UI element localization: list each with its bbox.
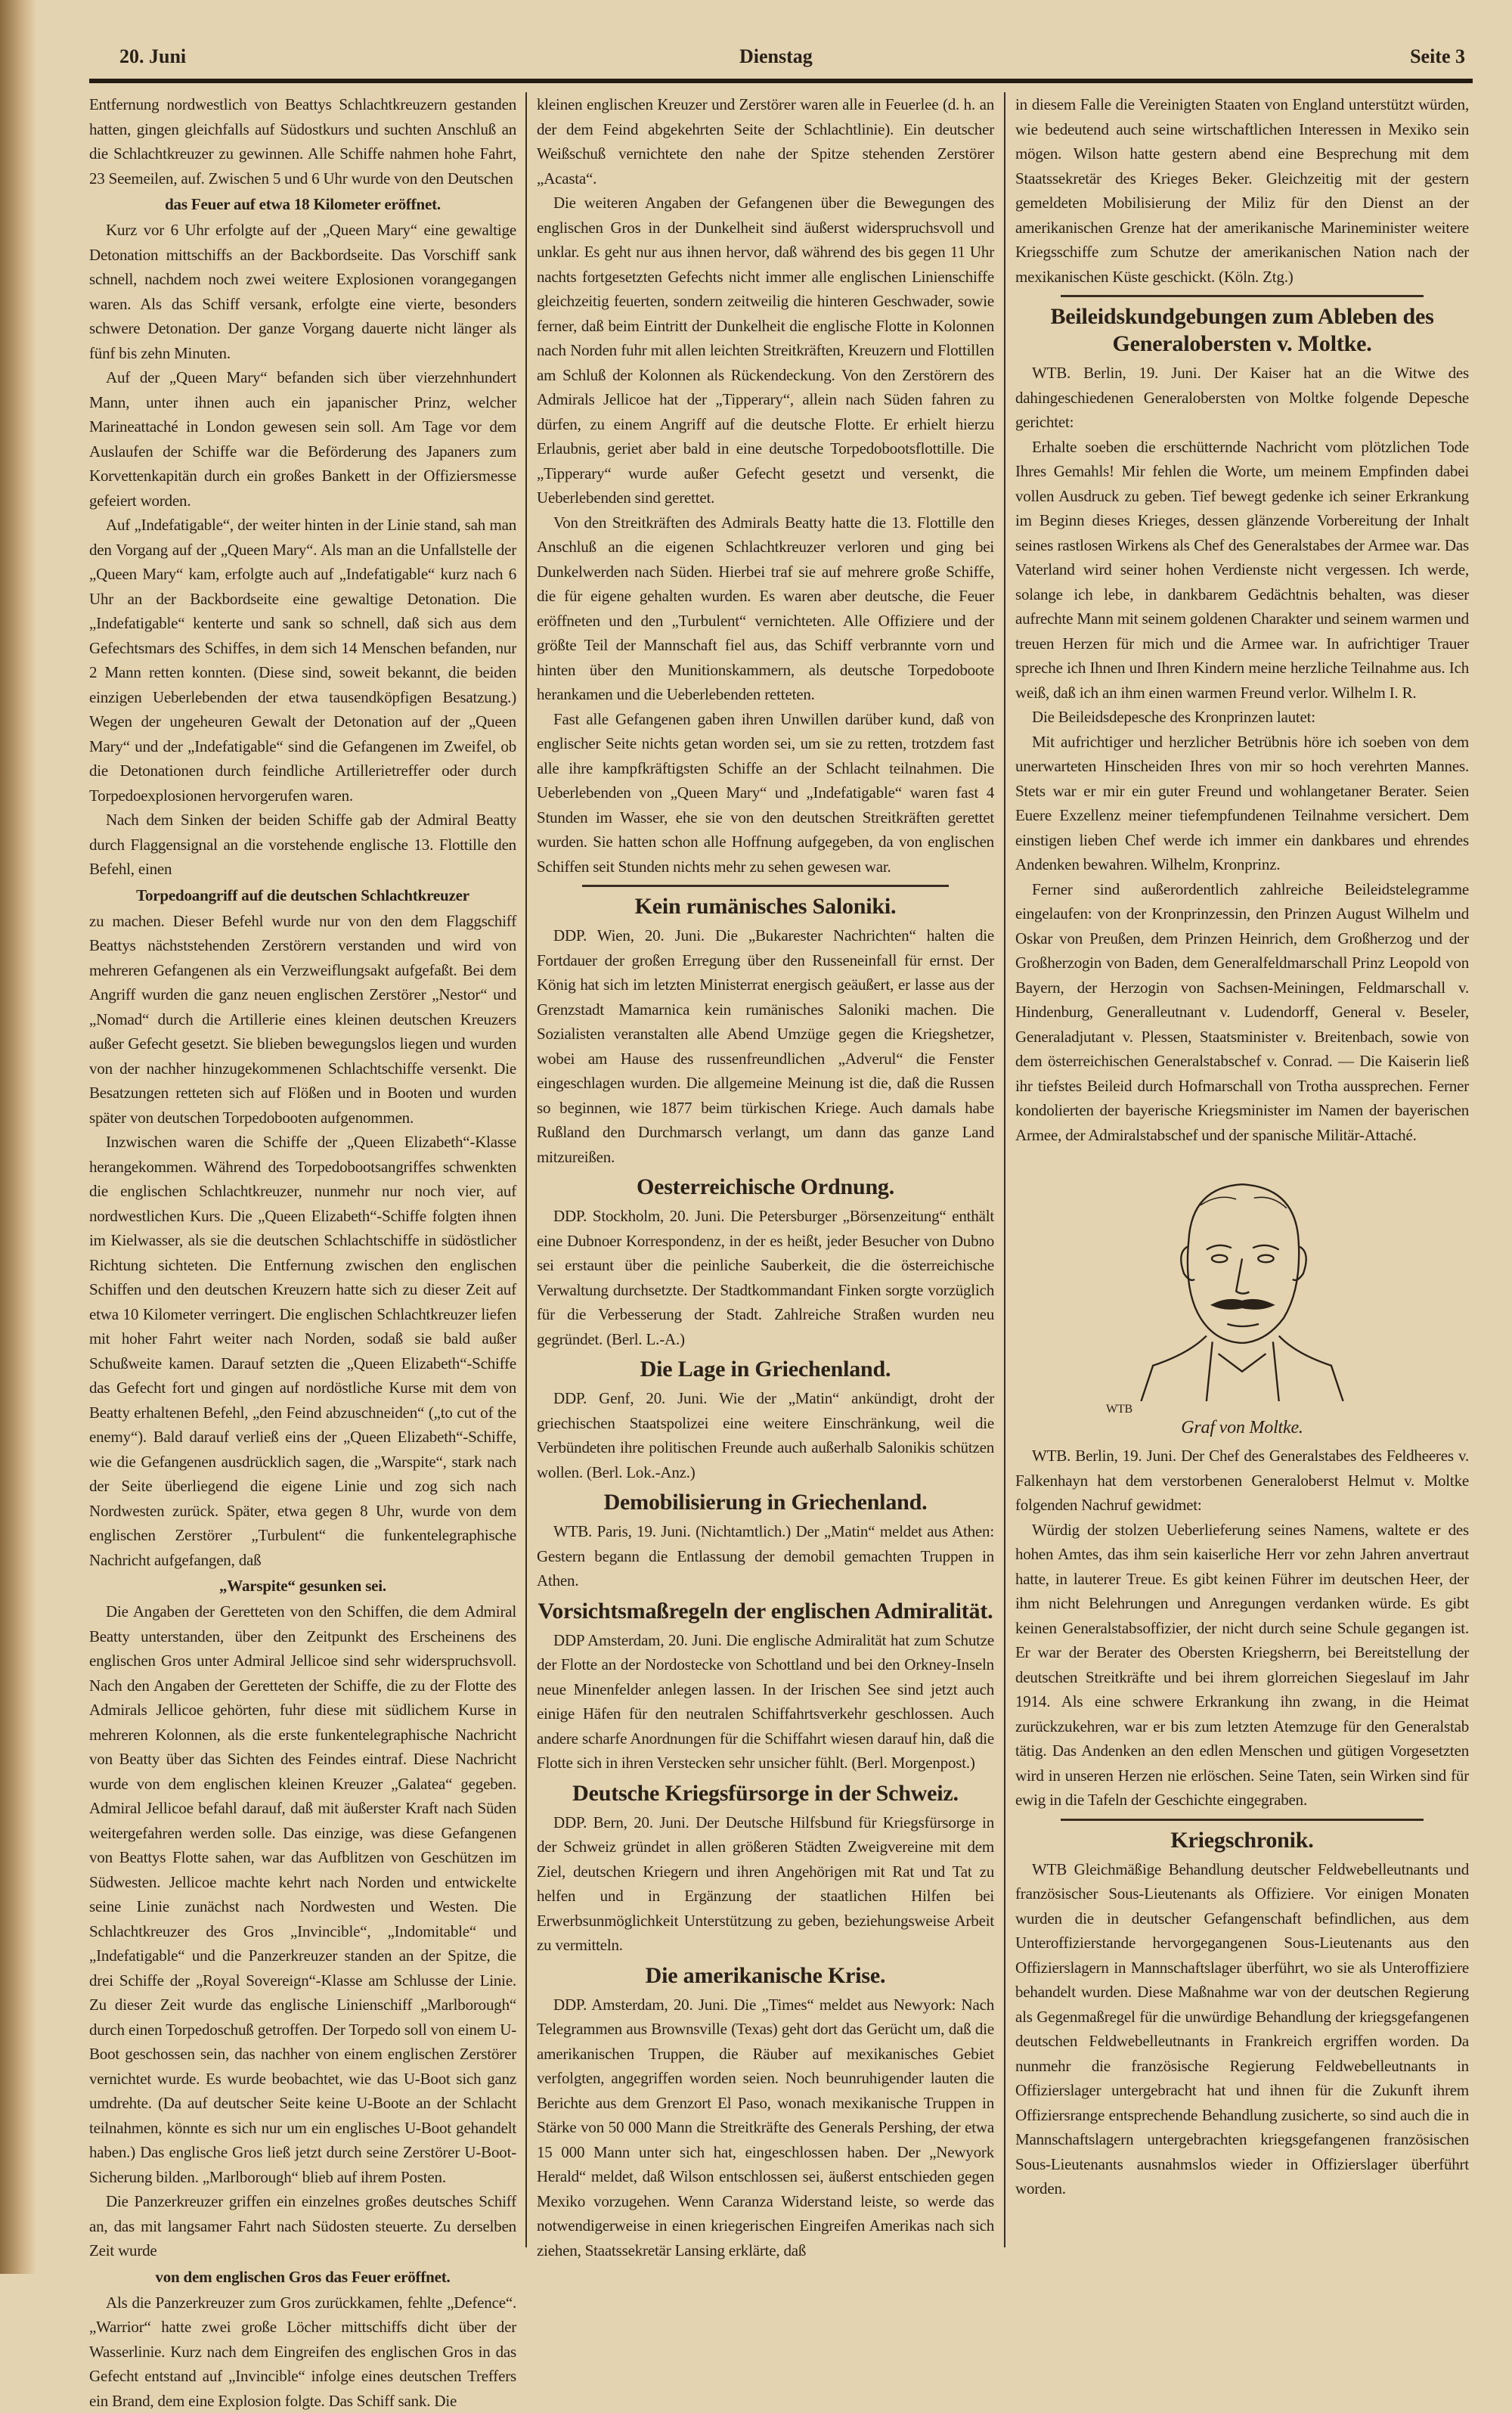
paragraph: Nach dem Sinken der beiden Schiffe gab der Admiral Beatty durch Flaggensignal an die vorstehende englische 13. Flottille den Befehl, einen [89, 808, 516, 882]
paragraph: Entfernung nordwestlich von Beattys Schlachtkreuzern gestanden hatten, gingen gleichfalls auf Südostkurs und suchten Anschluß an die Schlachtkreuzer zu gewinnen. Alle Schiffe nahmen hohe Fahrt, 23 Seemeilen, auf. Zwischen 5 und 6 Uhr wurde von den Deutschen [89, 92, 516, 191]
article-body: WTB. Paris, 19. Juni. (Nichtamtlich.) Der „Matin“ meldet aus Athen: Gestern begann die Entlassung der demobil gemachten Truppen in Athen. [537, 1519, 994, 1593]
article-body: DDP Amsterdam, 20. Juni. Die englische Admiralität hat zum Schutze der Flotte an der Nordostecke von Schottland und bei den Orkney-Inseln neue Minenfelder anlegen lassen. In der Irischen See sind jetzt auch einige Häfen für den neutralen Schiffahrtsverkehr geschlossen. Auch andere scharfe Anordnungen für die Schiffahrt wiesen darauf hin, daß die Flotte sich in ihren Verstecken sehr unsicher fühlt. (Berl. Morgenpost.) [537, 1628, 994, 1776]
article-body: Die Beileidsdepesche des Kronprinzen lautet: [1015, 705, 1469, 730]
page-header [89, 45, 1473, 79]
article-body: Erhalte soeben die erschütternde Nachricht vom plötzlichen Tode Ihres Gemahls! Mir fehlen die Worte, um meinem Empfinden dabei vollen Ausdruck zu geben. Tief bewegt gedenke ich seiner Erkrankung im Beginn dieses Krieges, dessen glänzende Vorbereitung der Inhalt seines rastlosen Wirkens als Chef des Generalstabes der Armee war. Das Vaterland wird seiner hohen Verdienste nicht vergessen. Ich werde, solange ich lebe, in dankbarem Gedächtnis behalten, was dieser aufrechte Mann mit seinem goldenen Charakter und seinem warmen und treuen Herzen für mich und die Armee war. In aufrichtiger Trauer spreche ich Ihnen und Ihren Kindern meine herzliche Teilnahme aus. Ich weiß, daß ich an ihm einen warmen Freund verlor. Wilhelm I. R. [1015, 435, 1469, 706]
article-body: DDP. Amsterdam, 20. Juni. Die „Times“ meldet aus Newyork: Nach Telegrammen aus Brownsville (Texas) geht dort das Gerücht um, daß die amerikanischen Truppen, die Räuber auf mexikanisches Gebiet verfolgten, angegriffen worden seien. Noch beunruhigender lauten die Berichte aus dem Grenzort El Paso, wonach mexikanische Truppen in Stärke von 50 000 Mann die Streitkräfte des Generals Pershing, der etwa 15 000 Mann unter sich hat, eingeschlossen haben. Der „Newyork Herald“ meldet, daß Wilson entschlossen sei, äußerst entschieden gegen Mexiko vorzugehen. Wenn Caranza Widerstand leiste, so werde das notwendigerweise in einen kriegerischen Eingreifen Amerikas nach sich ziehen, Staatssekretär Lansing erklärte, daß [537, 1993, 994, 2263]
paragraph: Kurz vor 6 Uhr erfolgte auf der „Queen Mary“ eine gewaltige Detonation mittschiffs an der Backbordseite. Das Vorschiff sank schnell, nachdem noch zwei weitere Explosionen vorangegangen waren. Als das Schiff versank, erfolgte eine vierte, besonders schwere Detonation. Der ganze Vorgang dauerte nicht länger als fünf bis zehn Minuten. [89, 218, 516, 365]
paragraph: zu machen. Dieser Befehl wurde nur von den dem Flaggschiff Beattys nächststehenden Zerstörern verstanden und wird von mehreren Gefangenen als ein Verzweiflungsakt aufgefaßt. Bei dem Angriff wurden die ganz neuen englischen Zerstörer „Nestor“ und „Nomad“ durch die Artillerie eines kleinen deutschen Kreuzers außer Gefecht gesetzt. Sie blieben bewegungslos liegen und wurden von der nachher hinzugekommenen Schlachtschiffe versenkt. Die Besatzungen retteten sich auf Flößen und in Booten und wurden später von deutschen Torpedobooten aufgenommen. [89, 909, 516, 1131]
article-body: DDP. Genf, 20. Juni. Wie der „Matin“ ankündigt, droht der griechischen Staatspolizei eine weitere Einschränkung, weil die Verbündeten ihre politischen Freunde auch außerhalb Salonikis schützen wollen. (Berl. Lok.-Anz.) [537, 1386, 994, 1484]
subheading: „Warspite“ gesunken sei. [89, 1574, 516, 1597]
paragraph: Die Panzerkreuzer griffen ein einzelnes großes deutsches Schiff an, das mit langsamer Fahrt nach Südosten steuerte. Zu derselben Zeit wurde [89, 2189, 516, 2263]
article-body: WTB Gleichmäßige Behandlung deutscher Feldwebelleutnants und französischer Sous-Lieutenants als Offiziere. Vor einigen Monaten wurden die in deutscher Gefangenschaft befindlichen, aus dem Unteroffizierstande hervorgegangenen Sous-Lieutenants aus den Offizierslagern in Mannschaftslager überführt, wo sie als Unteroffiziere behandelt wurden. Diese Maßnahme war von der deutschen Regierung als Gegenmaßregel für die unwürdige Behandlung der kriegsgefangenen deutschen Feldwebelleutnants in Frankreich ergriffen worden. Da nunmehr die französische Regierung Feldwebelleutnants in Offizierslager untergebracht hat und ihnen für die Zukunft ihrem Offiziersrange entsprechende Behandlung zusicherte, so sind auch die in Mannschaftslagern untergebrachten kriegsgefangenen französischen Sous-Lieutenants ausnahmslos wieder in Offizierslager überführt worden. [1015, 1857, 1469, 2201]
article-body: Mit aufrichtiger und herzlicher Betrübnis höre ich soeben von dem unerwarteten Hinscheiden Ihres von mir so hoch verehrten Mannes. Stets war er mir ein guter Freund und wohlangetaner Berater. Seien Euere Exzellenz meiner tiefempfundenen Teilnahme versichert. Dem einstigen lieben Chef werde ich immer ein dankbares und ehrendes Andenken bewahren. Wilhelm, Kronprinz. [1015, 730, 1469, 877]
article-title: Kriegschronik. [1015, 1827, 1469, 1854]
article-body: WTB. Berlin, 19. Juni. Der Chef des Generalstabes des Feldheeres v. Falkenhayn hat dem verstorbenen Generaloberst Helmut v. Moltke folgenden Nachruf gewidmet: [1015, 1444, 1469, 1518]
header-page-number: Seite 3 [1410, 45, 1465, 68]
paragraph: Auf „Indefatigable“, der weiter hinten in der Linie stand, sah man den Vorgang auf der „Queen Mary“. Als man an die Unfallstelle der „Queen Mary“ kam, erfolgte auch auf „Indefatigable“ kurz nach 6 Uhr an der Backbordseite eine gewaltige Detonation. Die „Indefatigable“ kenterte und sank so schnell, daß sich aus dem Gefechtsmars des Schiffes, in dem sich 14 Menschen befanden, nur 2 Mann retten konnten. (Diese sind, soweit bekannt, die beiden einzigen Ueberlebenden der etwa tausendköpfigen Besatzung.) Wegen der ungeheuren Gewalt der Detonation auf der „Queen Mary“ und der „Indefatigable“ sind die Gefangenen im Zweifel, ob die Detonationen durch feindliche Artillerietreffer oder durch Torpedoexplosionen hervorgerufen waren. [89, 513, 516, 808]
article-title: Deutsche Kriegsfürsorge in der Schweiz. [537, 1780, 994, 1807]
column-divider [1004, 92, 1005, 2247]
article-body: Ferner sind außerordentlich zahlreiche Beileidstelegramme eingelaufen: von der Kronprinzessin, den Prinzen August Wilhelm und Oskar von Preußen, dem Prinzen Heinrich, dem Großherzog und der Großherzogin von Baden, dem Generalfeldmarschall Prinz Leopold von Bayern, der Herzogin von Sachsen-Meiningen, Feldmarschall v. Hindenburg, Generalleutnant v. Ludendorff, General v. Beseler, Generaladjutant v. Plessen, Staatsminister v. Breitenbach, sowie von dem österreichischen Generalstabschef v. Conrad. — Die Kaiserin ließ ihr tiefstes Beileid durch Hofmarschall von Trotha aussprechen. Ferner kondolierten der bayerische Kriegsminister im Namen der bayerischen Armee, der Admiralstabschef und der spanische Militär-Attaché. [1015, 877, 1469, 1148]
subheading: Torpedoangriff auf die deutschen Schlachtkreuzer [89, 884, 516, 907]
article-title: Kein rumänisches Saloniki. [537, 893, 994, 920]
article-title: Vorsichtsmaßregeln der englischen Admiralität. [537, 1598, 994, 1625]
article-separator [1061, 1819, 1424, 1821]
paragraph: Die Angaben der Geretteten von den Schiffen, die dem Admiral Beatty unterstanden, über den Zeitpunkt des Erscheinens des englischen Gros unter Admiral Jellicoe sind sehr widerspruchsvoll. Nach den Angaben der Geretteten der Schiffe, die zu der Flotte des Admirals Jellicoe gehörten, fuhr diese mit südlichem Kurse in mehreren Kolonnen, als die erste funkentelegraphische Nachricht von Beatty über das Sichten des Feindes eintraf. Diese Nachricht wurde von dem englischen kleinen Kreuzer „Galatea“ gegeben. Admiral Jellicoe befahl darauf, daß mit äußerster Kraft nach Süden weitergefahren werden solle. Das einzige, was diese Gefangenen von Beattys Flotte sahen, war das Aufblitzen von Geschützen im Südwesten. Jellicoe machte kehrt nach Norden und entwickelte seine Linie zunächst nach Nordwesten und Westen. Die Schlachtkreuzer des Gros „Invincible“, „Indomitable“ und „Indefatigable“ und die Panzerkreuzer standen an der Spitze, die drei Schiffe der „Royal Sovereign“-Klasse am Schlusse der Linie. Zu dieser Zeit wurde das englische Linienschiff „Marlborough“ durch einen Torpedoschuß getroffen. Der Torpedo soll von einem U-Boot geschossen sein, das nachher von einem englischen Zerstörer vernichtet wurde. Es wurde beobachtet, wie das U-Boot sich ganz umdrehte. (Da auf deutscher Seite keine U-Boote an der Schlacht teilnahmen, könnte es sich nur um ein englisches U-Boot gehandelt haben.) Das englische Gros ließ jetzt durch seine Zerstörer U-Boot-Sicherung bilden. „Marlborough“ blieb auf ihrem Posten. [89, 1599, 516, 2189]
article-title: Die amerikanische Krise. [537, 1962, 994, 1990]
paragraph: Als die Panzerkreuzer zum Gros zurückkamen, fehlte „Defence“. „Warrior“ hatte zwei große Löcher mittschiffs dicht über der Wasserlinie. Kurz nach dem Eingreifen des englischen Gros in das Gefecht entstand auf „Invincible“ infolge eines deutschen Treffers ein Brand, dem eine Explosion folgte. Das Schiff sank. Die [89, 2290, 516, 2413]
subheading: das Feuer auf etwa 18 Kilometer eröffnet. [89, 193, 516, 216]
paragraph: Von den Streitkräften des Admirals Beatty hatte die 13. Flottille den Anschluß an die eigenen Schlachtkreuzer verloren und ging bei Dunkelwerden nach Süden. Hierbei traf sie auf mehrere große Schiffe, die für eigene gehalten wurden. Es waren aber deutsche, die Feuer eröffneten und den „Turbulent“ vernichteten. Alle Offiziere und der größte Teil der Mannschaft fiel aus, das Schiff verbrannte vorn und hinten über den Munitionskammern, als deutsche Torpedoboote herankamen und die Ueberlebenden retteten. [537, 510, 994, 707]
portrait-caption: Graf von Moltke. [1015, 1416, 1469, 1439]
paragraph: kleinen englischen Kreuzer und Zerstörer waren alle in Feuerlee (d. h. an der dem Feind abgekehrten Seite der Schlachtlinie). Ein deutscher Weißschuß vernichtete den nahe der Spitze stehenden Zerstörer „Acasta“. [537, 92, 994, 191]
paragraph: in diesem Falle die Vereinigten Staaten von England unterstützt würden, wie bedeutend auch seine wirtschaftlichen Interessen in Mexiko sein mögen. Wilson hatte gestern abend eine Besprechung mit dem Staatssekretär des Krieges Beker. Gleichzeitig mit der gestern gemeldeten Mobilisierung der Miliz für den Dienst an der amerikanischen Grenze hat der amerikanische Marineminister weitere Kriegsschiffe zum Schutze der amerikanischen Nation nach der mexikanischen Küste geschickt. (Köln. Ztg.) [1015, 92, 1469, 289]
paragraph: Inzwischen waren die Schiffe der „Queen Elizabeth“-Klasse herangekommen. Während des Torpedobootsangriffes schwenkten die englischen Schlachtkreuzer, nunmehr nur noch vier, auf nordwestlichen Kurs. Die „Queen Elizabeth“-Schiffe folgten ihnen im Kielwasser, als sie die deutschen Schlachtschiffe in südöstlicher Richtung sichteten. Die Entfernung zwischen den englischen Schiffen und den deutschen Kreuzern hatte sich zu dieser Zeit auf etwa 10 Kilometer verringert. Die englischen Schlachtkreuzer liefen mit hoher Fahrt weiter nach Norden, sodaß sie bald außer Schußweite kamen. Darauf setzten die „Queen Elizabeth“-Schiffe das Gefecht fort und gingen auf nordöstliche Kurse mit dem von Beatty erhaltenen Befehl, „den Feind abzuschneiden“ („to cut of the enemy“). Bald darauf verließ eins der „Queen Elizabeth“-Schiffe, wie die Gefangenen ausdrücklich sagen, die „Warspite“, stark nach der Seite überliegend die eigene Linie und zog sich nach Nordwesten zurück. Später, etwa gegen 8 Uhr, wurde von dem englischen Zerstörer „Turbulent“ die funkentelegraphische Nachricht aufgefangen, daß [89, 1130, 516, 1572]
paragraph: Fast alle Gefangenen gaben ihren Unwillen darüber kund, daß von englischer Seite nichts getan worden sei, um sie zu retten, trotzdem fast alle ihre kampfkräftigsten Schiffe an der Schlacht teilnahmen. Die Ueberlebenden von „Queen Mary“ und „Indefatigable“ waren fast 4 Stunden im Wasser, ehe sie von den deutschen Streitkräften gerettet wurden. Sie hatten schon alle Hoffnung aufgegeben, da von englischen Schiffen seit Stunden nichts mehr zu sehen gewesen war. [537, 707, 994, 879]
moltke-portrait [1114, 1152, 1371, 1401]
article-body: DDP. Stockholm, 20. Juni. Die Petersburger „Börsenzeitung“ enthält eine Dubnoer Korrespondenz, in der es heißt, jeder Besucher von Dubno sei erstaunt über die peinliche Sauberkeit, die die österreichische Verwaltung durchsetzte. Der Stadtkommandant Finken sorgte vorzüglich für die Verbesserung der Stadt. Zahlreiche Straßen wurden neu gegründet. (Berl. L.-A.) [537, 1204, 994, 1351]
article-body: WTB. Berlin, 19. Juni. Der Kaiser hat an die Witwe des dahingeschiedenen Generalobersten von Moltke folgende Depesche gerichtet: [1015, 361, 1469, 435]
column-1 [89, 92, 516, 2413]
header-rule [89, 79, 1473, 83]
article-body: DDP. Bern, 20. Juni. Der Deutsche Hilfsbund für Kriegsfürsorge in der Schweiz gründet in allen größeren Städten Zweigvereine mit dem Ziel, deutschen Kriegern und ihren Angehörigen mit Rat und Tat zu helfen und in Ergänzung der staatlichen Hilfen bei Erwerbsunmöglichkeit Unterstützung zu geben, beziehungsweise Arbeit zu vermitteln. [537, 1810, 994, 1958]
portrait-signature: WTB [1106, 1403, 1469, 1416]
header-day: Dienstag [739, 45, 813, 68]
page-binding-edge [0, 0, 36, 2274]
article-body: DDP. Wien, 20. Juni. Die „Bukarester Nachrichten“ halten die Fortdauer der großen Erregung über den Russeneinfall für ernst. Der König hat sich im letzten Ministerrat energisch geäußert, er lasse aus der Grenzstadt Mamarnica kein rumänisches Saloniki machen. Die Sozialisten veranstalten alle Abend Umzüge gegen die Kriegshetzer, wobei am Hause des russenfreundlichen „Adverul“ die Fenster eingeschlagen wurden. Die allgemeine Meinung ist die, daß die Russen so beginnen, wie 1877 beim türkischen Kriege. Auch damals habe Rußland den Durchmarsch verlangt, um dann das ganze Land mitzureißen. [537, 923, 994, 1169]
paragraph: Die weiteren Angaben der Gefangenen über die Bewegungen des englischen Gros in der Dunkelheit sind äußerst widerspruchsvoll und unklar. Es geht nur aus ihnen hervor, daß während des bis gegen 11 Uhr nachts fortgesetzten Gefechts nicht immer alle englischen Linienschiffe gleichzeitig feuerten, sondern zeitweilig die hinteren Geschwader, sowie ferner, daß beim Eintritt der Dunkelheit die englische Flotte in Kolonnen nach Norden fuhr mit allen leichten Streitkräften, Kreuzern und Flottillen am Schluß der Kolonnen als Rückendeckung. Von den Zerstörern des Admirals Jellicoe hat der „Tipperary“, allein nach Süden fahren zu dürfen, zu einem Angriff auf die deutsche Flotte. Er erhielt hierzu Erlaubnis, geriet aber bald in eine deutsche Torpedobootsflottille. Die „Tipperary“ wurde außer Gefecht gesetzt und versenkt, die Ueberlebenden sind gerettet. [537, 191, 994, 510]
paragraph: Auf der „Queen Mary“ befanden sich über vierzehnhundert Mann, unter ihnen auch ein japanischer Prinz, welcher Marineattaché in London gewesen sein soll. Am Tage vor dem Auslaufen der Schiffe war die Beförderung des Japaners zum Korvettenkapitän durch ein großes Bankett in der Offiziersmesse gefeiert worden. [89, 365, 516, 513]
column-divider [525, 92, 527, 2247]
article-title: Beileidskundgebungen zum Ableben des Generalobersten v. Moltke. [1015, 303, 1469, 358]
article-title: Die Lage in Griechenland. [537, 1356, 994, 1383]
article-title: Oesterreichische Ordnung. [537, 1174, 994, 1201]
article-title: Demobilisierung in Griechenland. [537, 1489, 994, 1516]
article-separator [582, 885, 949, 887]
article-body: Würdig der stolzen Ueberlieferung seines Namens, waltete er des hohen Amtes, das ihm sein kaiserliche Herr vor zehn Jahren anvertraut hatte, in lauterer Treue. Es gibt keinen Führer im deutschen Heer, der ihm nicht Belehrungen und Anregungen verdanken würde. Es gibt keinen Generalstabsoffizier, der nicht durch seine Schule gegangen ist. Er war der Berater des Obersten Kriegsherrn, bei Bereitstellung der deutschen Streitkräfte und bei ihrem glorreichen Siegeslauf im Jahr 1914. Als eine schwere Erkrankung ihn zwang, in die Heimat zurückzukehren, war er bis zum letzten Atemzuge für den Generalstab tätig. Das Andenken an den edlen Menschen und gütigen Vorgesetzten wird in unseren Herzen nie erlöschen. Seine Taten, sein Wirken sind für ewig in die Tafeln der Geschichte eingegraben. [1015, 1518, 1469, 1813]
article-separator [1061, 295, 1424, 297]
column-3 [1015, 92, 1469, 2201]
subheading: von dem englischen Gros das Feuer eröffnet. [89, 2266, 516, 2288]
header-date: 20. Juni [119, 45, 186, 68]
column-2 [537, 92, 994, 2263]
